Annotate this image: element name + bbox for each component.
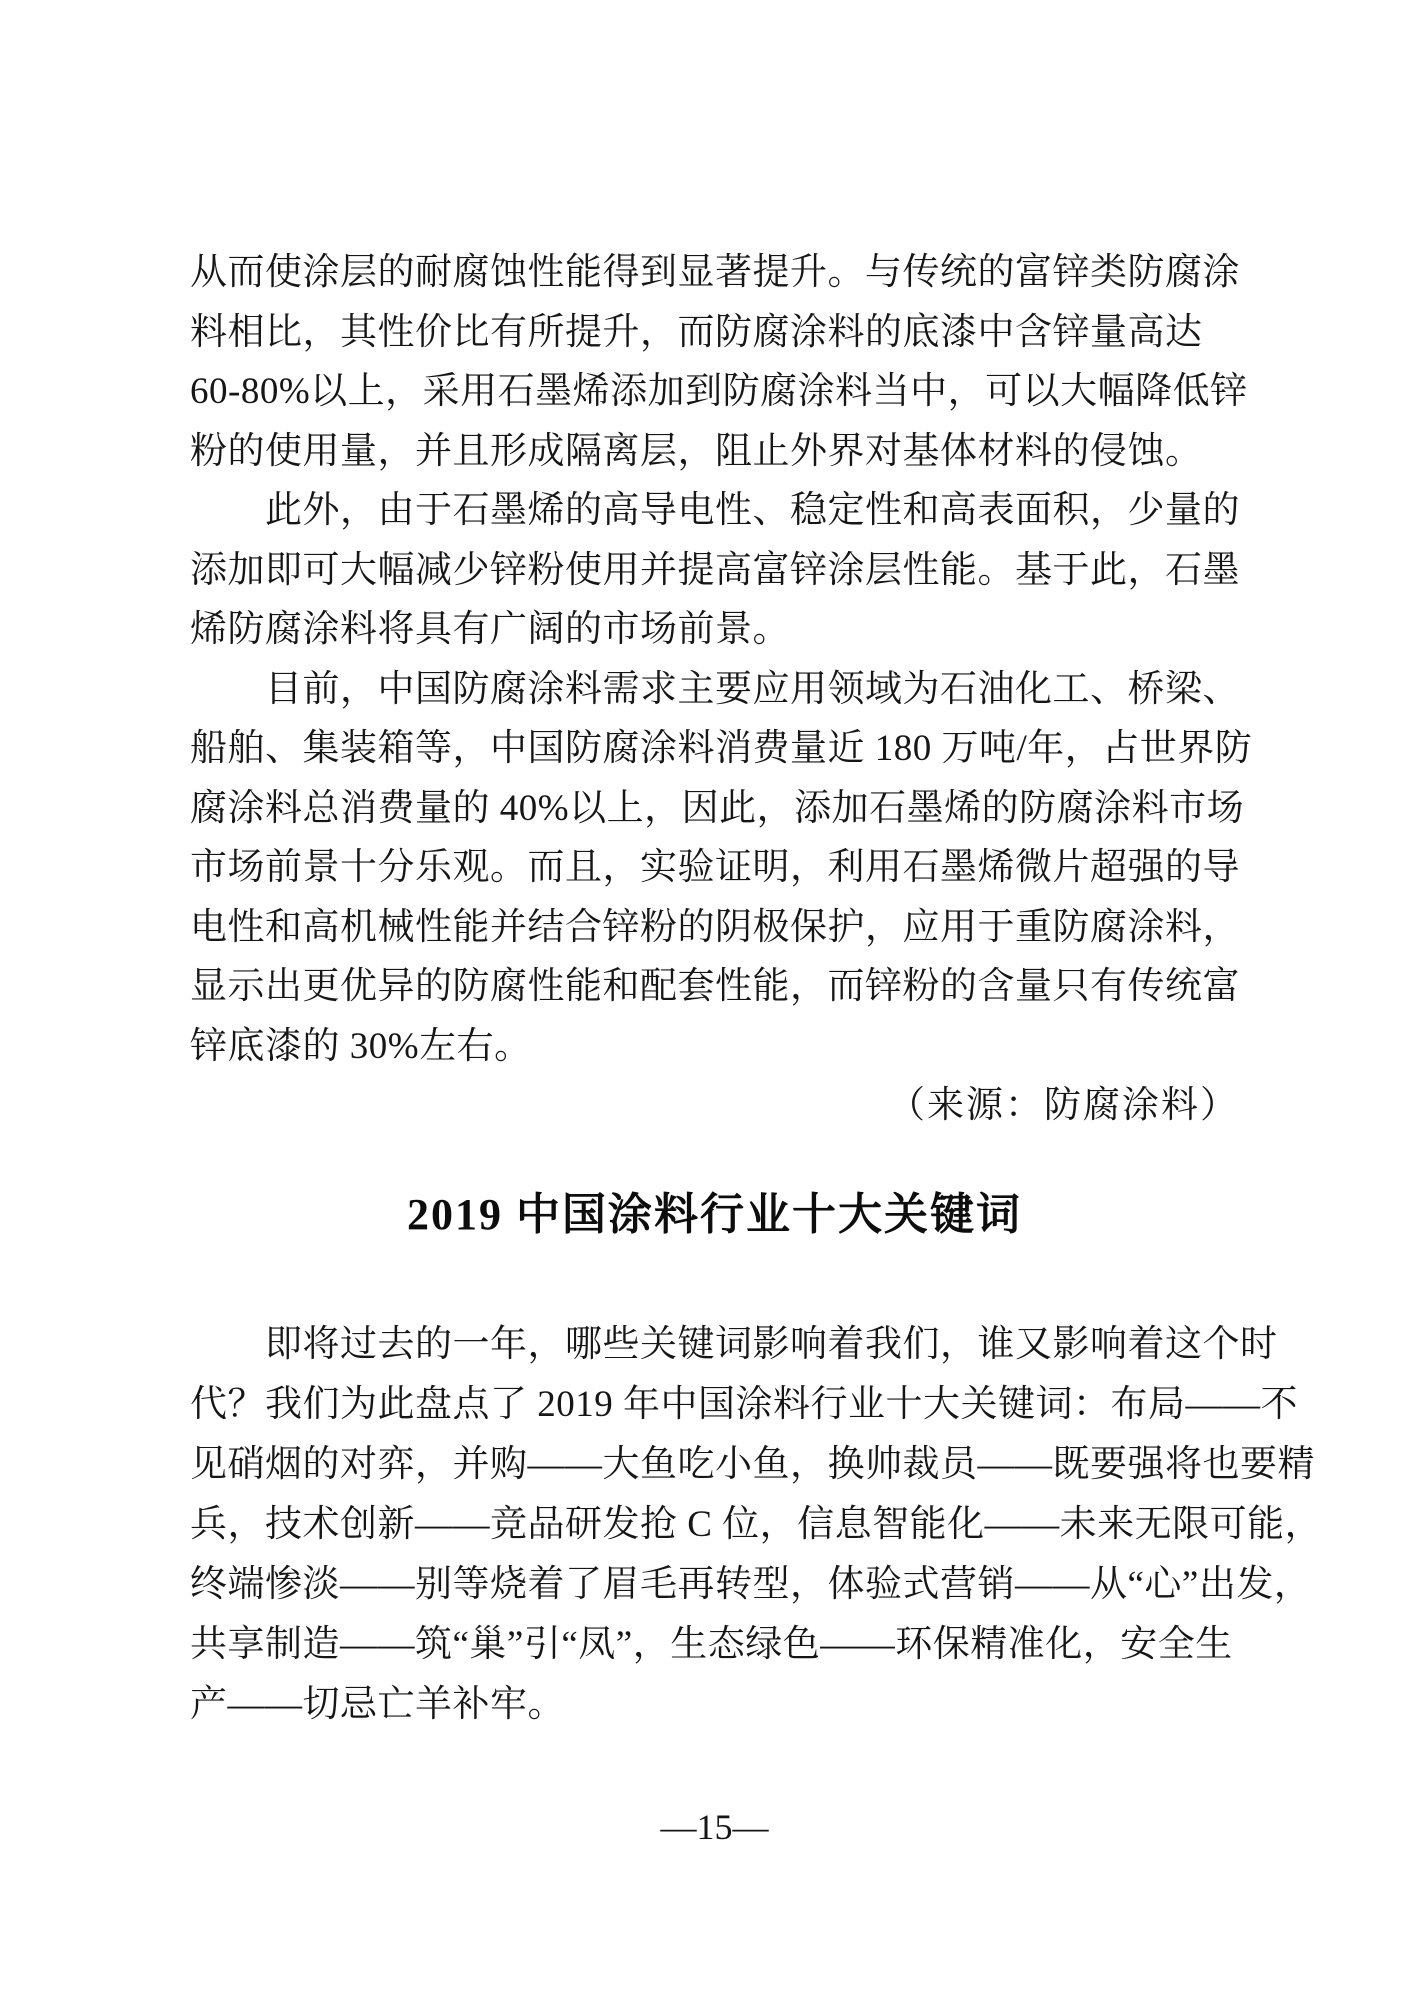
body-line: 产——切忌亡羊补牢。	[190, 1684, 565, 1725]
body-line: 此外，由于石墨烯的高导电性、稳定性和高表面积，少量的	[265, 490, 1240, 531]
body-line: 代？我们为此盘点了 2019 年中国涂料行业十大关键词：布局——不	[190, 1384, 1298, 1425]
body-line: 腐涂料总消费量的 40%以上，因此，添加石墨烯的防腐涂料市场	[190, 787, 1245, 829]
source-attribution: （来源：防腐涂料）	[888, 1085, 1239, 1126]
article-body-section-2	[190, 1315, 1323, 1735]
body-line: 料相比，其性价比有所提升，而防腐涂料的底漆中含锌量高达	[190, 311, 1203, 353]
body-line: 从而使涂层的耐腐蚀性能得到显著提升。与传统的富锌类防腐涂	[190, 252, 1240, 293]
body-line: 锌底漆的 30%左右。	[190, 1025, 532, 1067]
page-number: —15—	[660, 1807, 769, 1847]
body-line: 共享制造——筑“巢”引“凤”，生态绿色——环保精准化，安全生	[190, 1624, 1233, 1665]
body-line: 电性和高机械性能并结合锌粉的阴极保护，应用于重防腐涂料，	[190, 906, 1240, 948]
body-line: 市场前景十分乐观。而且，实验证明，利用石墨烯微片超强的导	[190, 847, 1240, 888]
body-line: 终端惨淡——别等烧着了眉毛再转型，体验式营销——从“心”出发，	[190, 1564, 1312, 1605]
body-line: 烯防腐涂料将具有广阔的市场前景。	[190, 609, 790, 650]
body-line: 兵，技术创新——竞品研发抢 C 位，信息智能化——未来无限可能，	[190, 1504, 1323, 1545]
article-body-section-1	[190, 243, 1253, 1136]
body-line: 显示出更优异的防腐性能和配套性能，而锌粉的含量只有传统富	[190, 966, 1240, 1007]
body-line: 目前，中国防腐涂料需求主要应用领域为石油化工、桥梁、	[265, 668, 1240, 710]
body-line: 添加即可大幅减少锌粉使用并提高富锌涂层性能。基于此，石墨	[190, 549, 1240, 591]
article-title: 2019 中国涂料行业十大关键词	[407, 1190, 1022, 1239]
body-line: 60-80%以上，采用石墨烯添加到防腐涂料当中，可以大幅降低锌	[190, 371, 1248, 412]
body-line: 即将过去的一年，哪些关键词影响着我们，谁又影响着这个时	[265, 1324, 1278, 1365]
body-line: 粉的使用量，并且形成隔离层，阻止外界对基体材料的侵蚀。	[190, 430, 1203, 472]
body-line: 见硝烟的对弈，并购——大鱼吃小鱼，换帅裁员——既要强将也要精	[190, 1444, 1315, 1485]
body-line: 船舶、集装箱等，中国防腐涂料消费量近 180 万吨/年，占世界防	[190, 728, 1253, 769]
